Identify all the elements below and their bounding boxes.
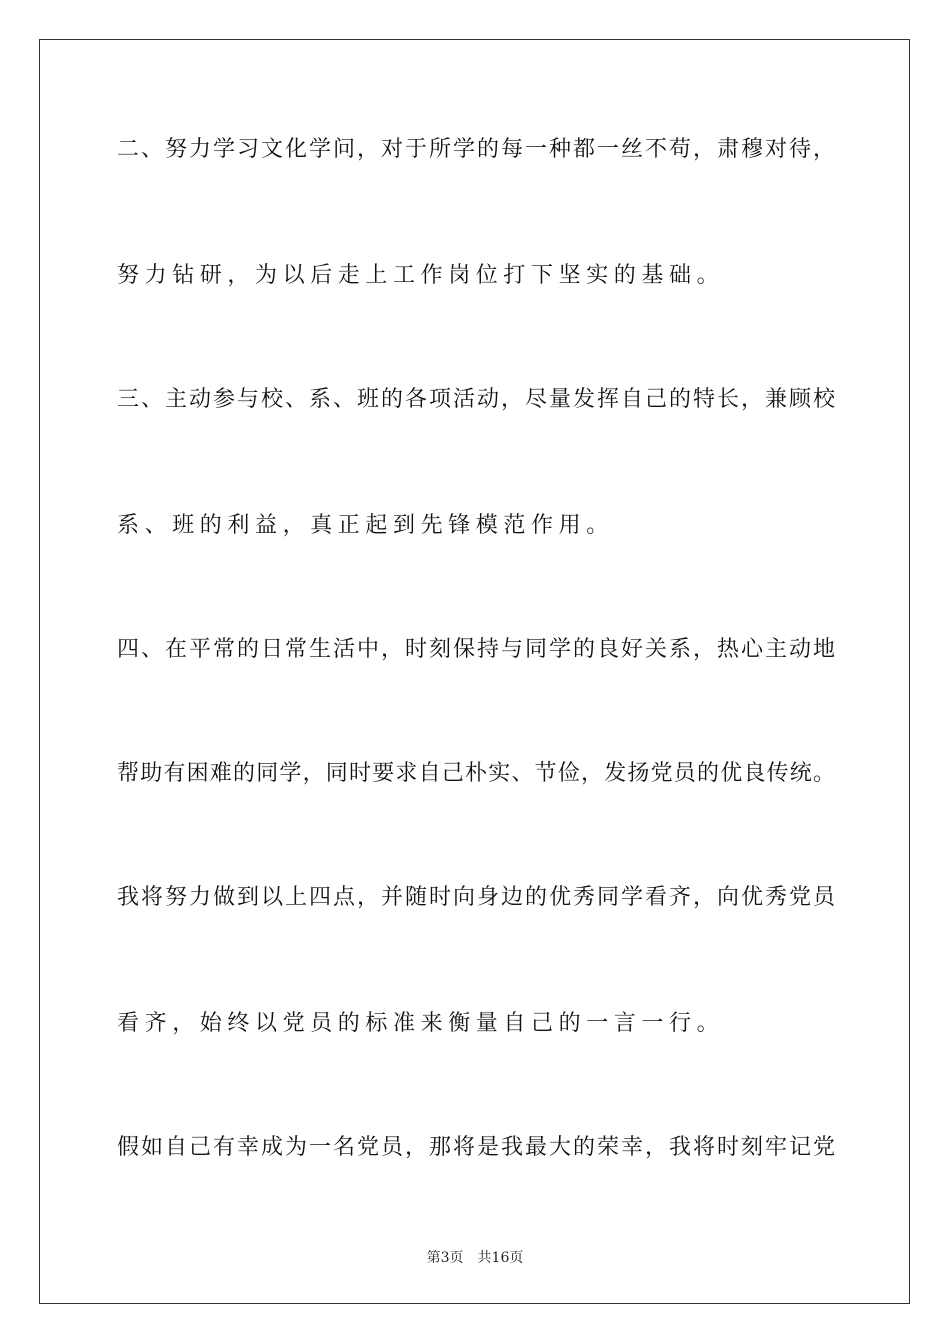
text-line-7: 我将努力做到以上四点，并随时向身边的优秀同学看齐，向优秀党员 bbox=[117, 885, 838, 910]
page-number: 第3页 bbox=[426, 1250, 464, 1266]
text-line-1: 二、努力学习文化学问，对于所学的每一种都一丝不苟，肃穆对待， bbox=[117, 137, 838, 162]
text-line-9: 假如自己有幸成为一名党员，那将是我最大的荣幸，我将时刻牢记党 bbox=[117, 1135, 838, 1160]
page-border bbox=[39, 39, 910, 1304]
text-line-5: 四、在平常的日常生活中，时刻保持与同学的良好关系，热心主动地 bbox=[117, 637, 838, 662]
text-line-8: 看齐，始终以党员的标准来衡量自己的一言一行。 bbox=[117, 1011, 725, 1036]
page-footer bbox=[0, 1247, 950, 1267]
text-line-6: 帮助有困难的同学，同时要求自己朴实、节俭，发扬党员的优良传统。 bbox=[117, 761, 837, 786]
text-line-2: 努力钻研，为以后走上工作岗位打下坚实的基础。 bbox=[117, 263, 725, 288]
page-total: 共16页 bbox=[477, 1250, 524, 1266]
text-line-4: 系、班的利益，真正起到先锋模范作用。 bbox=[117, 513, 614, 538]
text-line-3: 三、主动参与校、系、班的各项活动，尽量发挥自己的特长，兼顾校 bbox=[117, 387, 838, 412]
